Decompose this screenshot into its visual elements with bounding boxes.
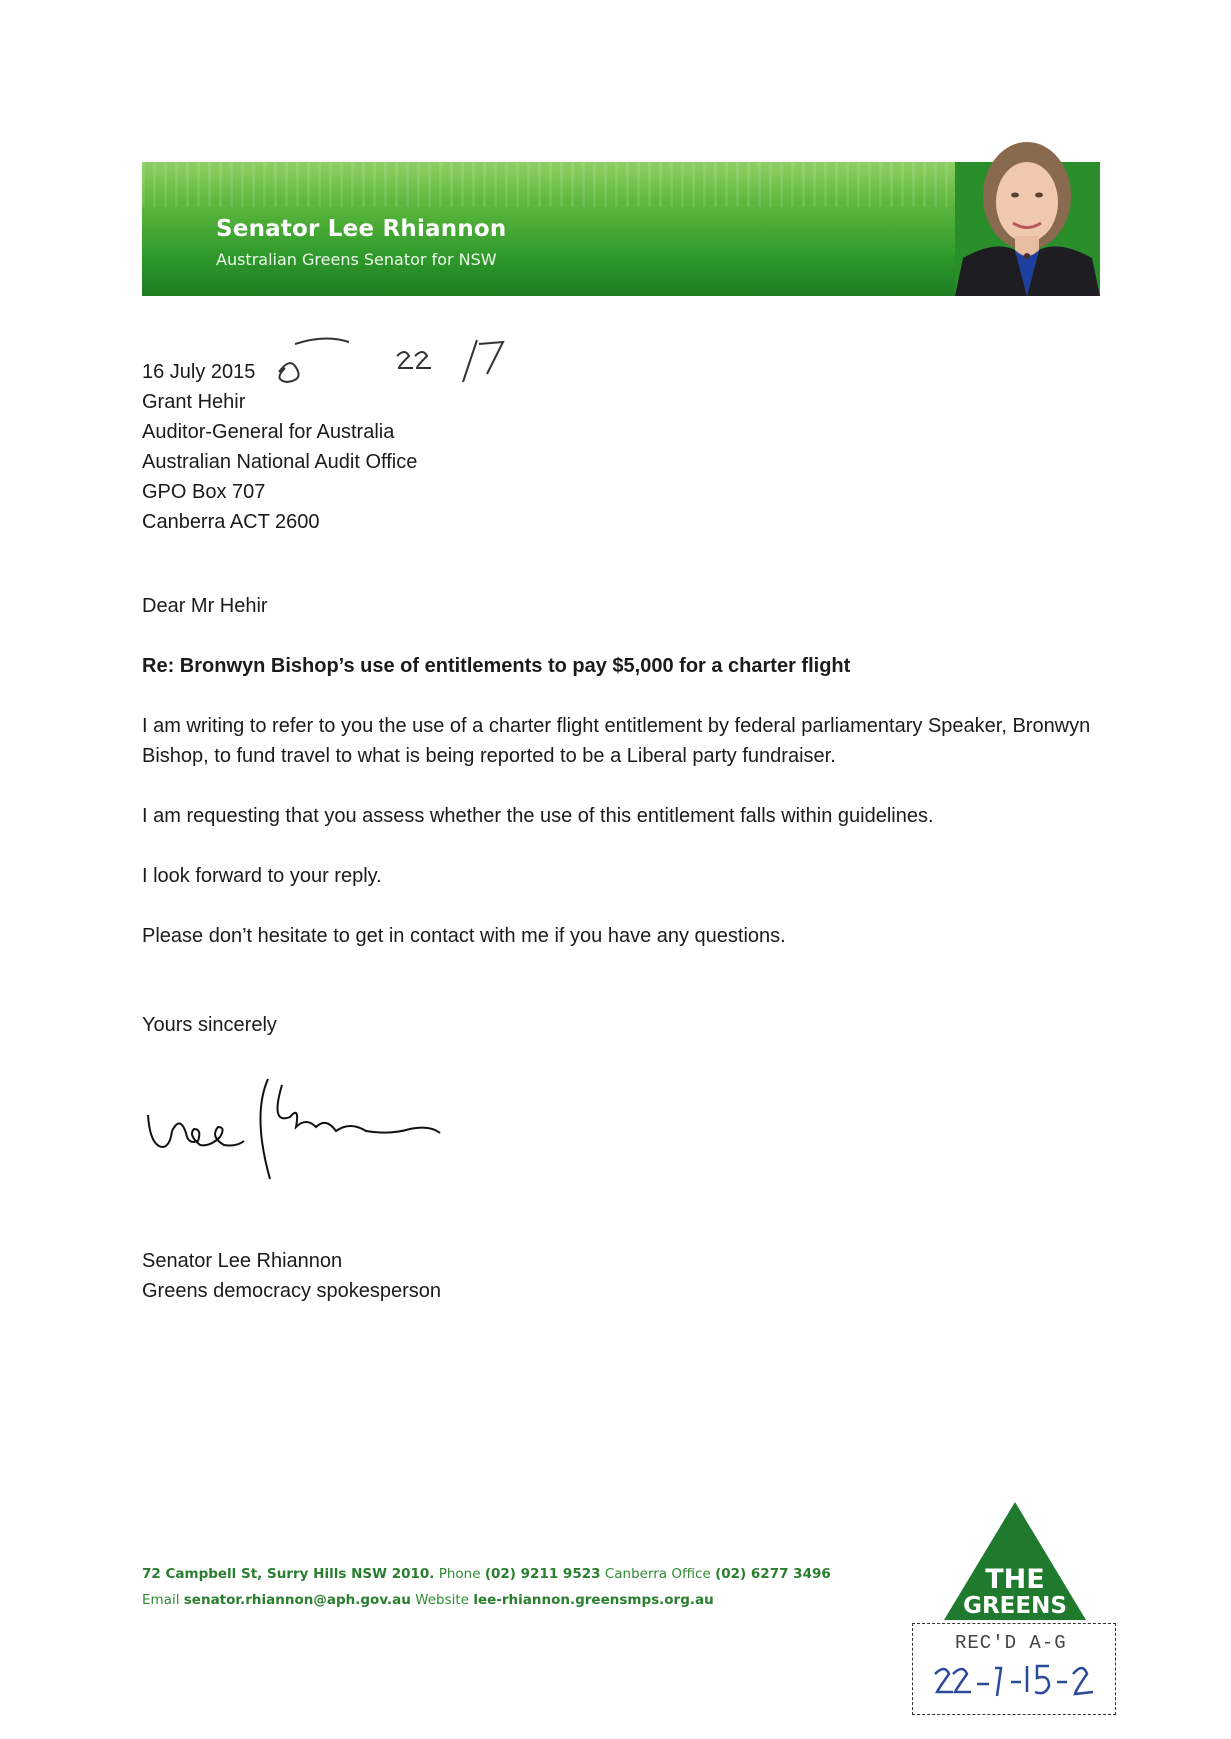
stamp-handwritten-date <box>923 1660 1103 1708</box>
letterhead-subtitle: Australian Greens Senator for NSW <box>216 250 497 269</box>
body-paragraph: I look forward to your reply. <box>142 865 382 887</box>
body-paragraph: I am requesting that you assess whether the use of this entitlement falls within guidelines. <box>142 805 934 827</box>
footer-email-label: Email <box>142 1592 180 1608</box>
footer-canberra-phone: (02) 6277 3496 <box>715 1566 831 1582</box>
body-paragraph: Please don’t hesitate to get in contact with me if you have any questions. <box>142 925 786 947</box>
footer-email-link[interactable]: senator.rhiannon@aph.gov.au <box>183 1592 411 1608</box>
recipient-title: Auditor-General for Australia <box>142 421 395 443</box>
recipient-po-box: GPO Box 707 <box>142 481 266 503</box>
logo-text-greens: GREENS <box>963 1593 1067 1619</box>
letterhead-name: Senator Lee Rhiannon <box>216 216 507 242</box>
received-stamp <box>912 1623 1116 1715</box>
footer-canberra-label: Canberra Office <box>604 1566 711 1582</box>
salutation: Dear Mr Hehir <box>142 595 268 617</box>
footer-phone-label: Phone <box>438 1566 481 1582</box>
recipient-name: Grant Hehir <box>142 391 246 413</box>
logo-text-the: THE <box>985 1564 1045 1595</box>
greens-logo <box>942 1500 1088 1622</box>
recipient-address <box>142 387 417 537</box>
recipient-city: Canberra ACT 2600 <box>142 511 320 533</box>
footer-contact <box>142 1561 902 1613</box>
signature <box>140 1075 480 1190</box>
letter-date: 16 July 2015 <box>142 361 256 383</box>
signatory-title: Greens democracy spokesperson <box>142 1280 442 1302</box>
footer-website-link[interactable]: lee-rhiannon.greensmps.org.au <box>473 1592 714 1608</box>
handwritten-annotation <box>265 330 525 395</box>
footer-phone: (02) 9211 9523 <box>484 1566 601 1582</box>
closing: Yours sincerely <box>142 1014 277 1036</box>
letter-subject: Re: Bronwyn Bishop’s use of entitlements to pay $5,000 for a charter flight <box>142 655 851 677</box>
footer-line-1 <box>142 1561 902 1587</box>
recipient-organisation: Australian National Audit Office <box>142 451 418 473</box>
stamp-title: REC'D A-G <box>955 1632 1067 1654</box>
footer-line-2 <box>142 1587 902 1613</box>
footer-address: 72 Campbell St, Surry Hills NSW 2010. <box>142 1566 435 1582</box>
signatory-name: Senator Lee Rhiannon <box>142 1250 343 1272</box>
senator-portrait <box>955 128 1100 296</box>
footer-website-label: Website <box>415 1592 470 1608</box>
body-paragraph: I am writing to refer to you the use of a charter flight entitlement by federal parliamentary Speaker, Bronwyn Bishop, to fund travel to what is being reported to be a Liberal party fundraiser. <box>142 715 1091 767</box>
